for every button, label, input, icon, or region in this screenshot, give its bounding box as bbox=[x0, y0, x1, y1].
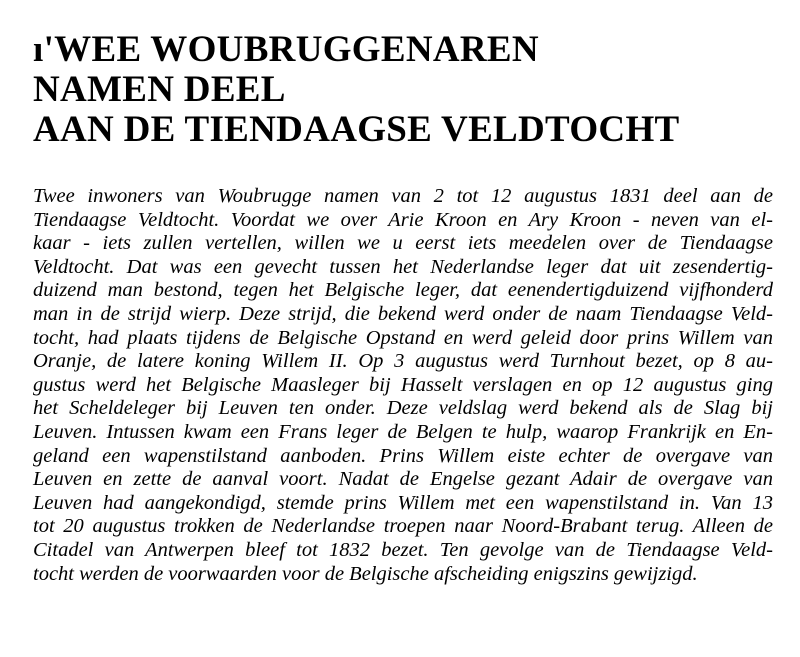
body-line: Veldtocht. Dat was een gevecht tussen het Nederlandse leger dat uit zesendertig- bbox=[33, 255, 773, 278]
body-line: kaar - iets zullen vertellen, willen we u eerst iets meedelen over de Tiendaagse bbox=[33, 232, 773, 255]
article-body bbox=[33, 185, 773, 586]
article-title bbox=[33, 30, 680, 150]
body-line: gustus werd het Belgische Maasleger bij Hasselt verslagen en op 12 augustus ging bbox=[33, 373, 773, 396]
body-line: tocht, had plaats tijdens de Belgische Opstand en werd geleid door prins Willem van bbox=[33, 326, 773, 349]
title-line: NAMEN DEEL bbox=[33, 69, 286, 110]
body-line: man in de strijd wierp. Deze strijd, die bekend werd onder de naam Tiendaagse Veld- bbox=[33, 302, 773, 325]
body-line: geland een wapenstilstand aanboden. Prins Willem eiste echter de overgave van bbox=[33, 444, 773, 467]
body-line: Leuven. Intussen kwam een Frans leger de Belgen te hulp, waarop Frankrijk en En- bbox=[33, 420, 773, 443]
body-line: Citadel van Antwerpen bleef tot 1832 bezet. Ten gevolge van de Tiendaagse Veld- bbox=[33, 538, 773, 561]
title-line: ı'WEE WOUBRUGGENAREN bbox=[33, 29, 539, 70]
body-line: het Scheldeleger bij Leuven ten onder. Deze veldslag werd bekend als de Slag bij bbox=[33, 397, 773, 420]
body-line: Oranje, de latere koning Willem II. Op 3 augustus werd Turnhout bezet, op 8 au- bbox=[33, 350, 773, 373]
body-line: Leuven had aangekondigd, stemde prins Willem met een wapenstilstand in. Van 13 bbox=[33, 491, 773, 514]
title-line: AAN DE TIENDAAGSE VELDTOCHT bbox=[33, 109, 680, 150]
body-line: Leuven en zette de aanval voort. Nadat de Engelse gezant Adair de overgave van bbox=[33, 468, 773, 491]
body-line: Twee inwoners van Woubrugge namen van 2 tot 12 augustus 1831 deel aan de bbox=[33, 185, 773, 207]
body-line: Tiendaagse Veldtocht. Voordat we over Arie Kroon en Ary Kroon - neven van el- bbox=[33, 208, 773, 231]
body-line: tocht werden de voorwaarden voor de Belgische afscheiding enigszins gewijzigd. bbox=[33, 562, 698, 585]
body-line: duizend man bestond, tegen het Belgische leger, dat eenendertigduizend vijfhonderd bbox=[33, 279, 773, 302]
body-line: tot 20 augustus trokken de Nederlandse troepen naar Noord-Brabant terug. Alleen de bbox=[33, 515, 773, 538]
